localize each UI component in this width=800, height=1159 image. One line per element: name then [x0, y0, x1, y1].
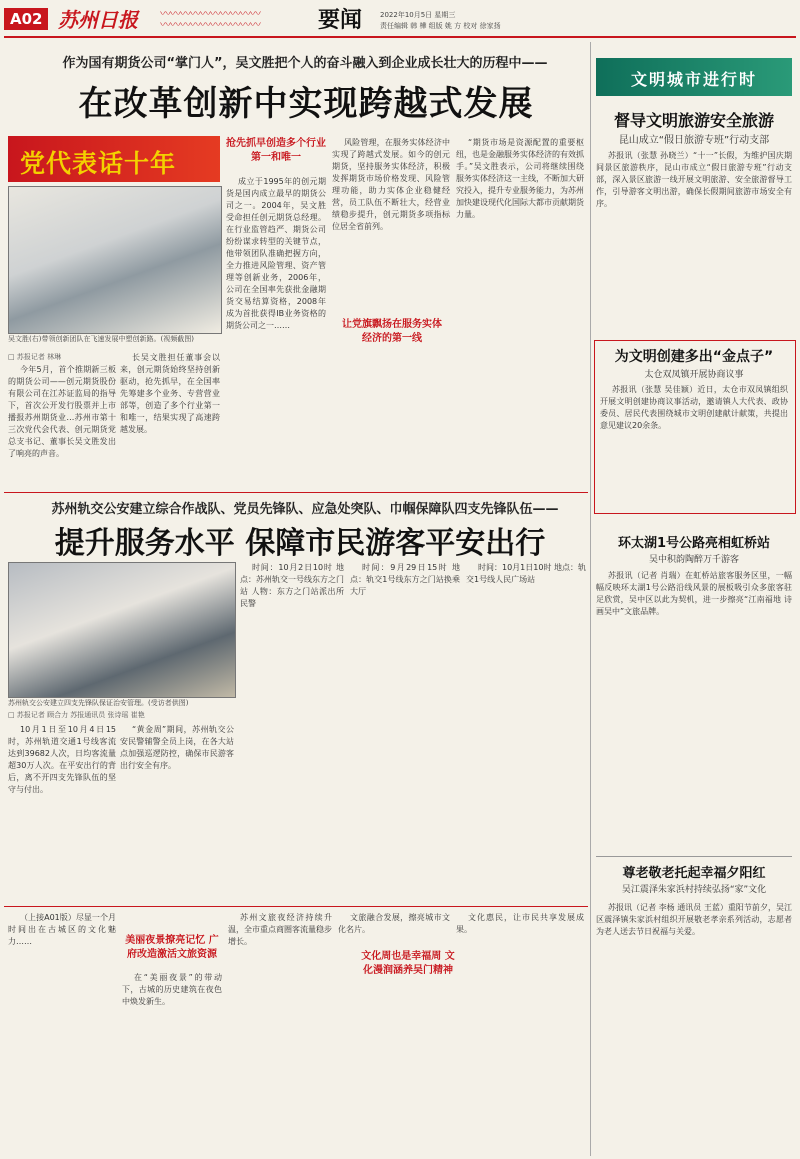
lead-byline: □ 苏报记者 林琳	[8, 353, 62, 361]
right1-subhead: 昆山成立“假日旅游专班”行动支部	[618, 135, 770, 146]
civilization-column-title: 文明城市进行时	[630, 70, 757, 89]
bottom-col3	[228, 912, 332, 1152]
right4-subhead: 吴江震泽朱家浜村持续弘扬“家”文化	[621, 885, 767, 895]
lead-photo-caption: 吴文胜(右)带领创新团队在飞速发展中塑创新路。(视频截图)	[8, 335, 194, 343]
lead-col1-text: 今年5月，首个推期新三板的期货公司——创元期货股份有限公司在江苏证监局的指导下，首次公开发行股票并上市播报苏州期货业…苏州市第十三次党代会代表、创元期货党总支书记、董事长吴文胜发出了响亮的声音。	[8, 365, 116, 458]
right3-body-text: 苏报讯（记者 肖瑞）在虹桥站旅客服务区里，一幅幅反映环太湖1号公路沿线风景的展板吸引众多旅客驻足欣赏，吴中区以此为契机，进一步擦亮“江南福地 诗画吴中”文旅品牌。	[596, 571, 792, 616]
header-date: 2022年10月5日 星期三	[380, 11, 456, 19]
lead2-byline: □ 苏报记者 顾合力 苏报通讯员 张诗瑶 崔艳	[8, 711, 145, 719]
bottom-col1-text: （上接A01版）尽显一个月时间出在古城区的文化魅力……	[8, 913, 116, 946]
right1-headline: 督导文明旅游安全旅游	[613, 111, 774, 130]
lead2-photo-caption: 苏州轨交公安建立四支先锋队保证治安管理。(受访者供图)	[8, 699, 189, 707]
right1-body-text: 苏报讯（张慧 孙晓兰）“十一”长假，为维护国庆期间景区旅游秩序，昆山市成立“假日旅游专班”行动支部，深入景区旅游一线开展文明旅游、安全旅游督导工作，引导游客文明出游，确保长假期间旅游市场安全有序。	[596, 151, 792, 208]
right2-body	[600, 384, 788, 506]
lead-col2-text: 长吴文胜担任董事会以来，创元期货始终坚持创新驱动，抢先抓早，在全国率先筹建多个业务、专营营业部等，创造了多个行业第一和唯一，结果实现了高速跨越发展。	[120, 353, 220, 434]
header-editors: 责任编辑 韩 樺 组版 姚 方 校对 徐家扬	[380, 22, 501, 30]
lead2-byline-text: 苏报记者 顾合力 苏报通讯员 张诗瑶 崔艳	[16, 711, 145, 719]
lead2-col2	[120, 724, 234, 900]
lead2-kicker: 苏州轨交公安建立综合作战队、党员先锋队、应急处突队、巾帼保障队四支先锋队伍——	[51, 502, 559, 517]
right1-body	[596, 150, 792, 328]
lead-col3-text: 成立于1995年的创元期货是国内成立最早的期货公司之一。2004年，吴文胜受命担任创元期货总经理。在行业监管趋严、期货公司纷纷谋求转型的关键节点，他带领团队准确把握方向，全力推进风险管理、资产管理等创新业务，2006年，公司在全国率先获批金融期货交易结算资格，2008年成为首批获得IB业务资格的期货公司之一……	[226, 177, 326, 330]
bottom-col2	[122, 972, 222, 1152]
right3-body	[596, 570, 792, 844]
bottom-col4	[338, 912, 450, 1152]
lead2-col1	[8, 724, 116, 900]
party-rep-banner	[8, 136, 220, 182]
bottom-col3-text: 苏州文旅夜经济持续升温，全市重点商圈客流量稳步增长。	[228, 913, 332, 946]
right2-subhead: 太仓双凤镇开展协商议事	[644, 370, 744, 380]
lead2-col4	[350, 562, 460, 900]
lead2-col5	[466, 562, 586, 900]
lead-headline: 在改革创新中实现跨越式发展	[78, 84, 534, 124]
right4-headline: 尊老敬老托起幸福夕阳红	[622, 866, 766, 881]
lead2-col4-text: 时间：9月29日15时 地点：轨交1号线东方之门站换乘大厅	[350, 563, 460, 596]
lead2-col5-text: 时间：10月1日10时 地点：轨交1号线人民广场站	[466, 563, 586, 584]
lead-col4-text: 风险管理，在服务实体经济中实现了跨越式发展。如今的创元期货，坚持服务实体经济，积极发挥期货市场价格发现、风险管理功能，助力实体企业稳健经营，员工队伍不断壮大，经营业绩稳步提升，创元期货多项指标位居全省前列。	[332, 138, 450, 231]
lead2-col1-text: 10月1日至10月4日15时，苏州轨道交通1号线客流达到39682人次，日均客流量超30万人次。在平安出行的背后，离不开四支先锋队伍的坚守与付出。	[8, 725, 116, 794]
right3-headline: 环太湖1号公路亮相虹桥站	[617, 536, 771, 551]
lead2-col3-text: 时间：10月2日10时 地点：苏州轨交一号线东方之门站 人物：东方之门站派出所民警	[240, 563, 344, 608]
bottom-col2-text: 在“美丽夜景”的带动下，古城的历史建筑在夜色中焕发新生。	[122, 973, 222, 1006]
bottom-col4-text: 文旅融合发展，擦亮城市文化名片。	[338, 913, 450, 934]
lead-photo	[8, 186, 222, 334]
bottom-headline-2: 文化周也是幸福周 文化漫润涵养吴门精神	[361, 951, 455, 976]
lead-col1	[8, 364, 116, 484]
lead-col4	[332, 137, 450, 484]
section-name: 要闻	[318, 7, 363, 33]
lead2-col2-text: “黄金周”期间，苏州轨交公安民警辅警全员上岗，在各大站点加强巡逻防控，确保市民游客出行安全有序。	[120, 725, 234, 770]
civilization-column-banner	[596, 58, 792, 96]
lead-subhead-2: 让党旗飘扬在服务实体经济的第一线	[342, 319, 442, 344]
page-number: A02	[4, 8, 48, 30]
masthead	[0, 0, 800, 40]
right2-body-text: 苏报讯（张慧 吴佳颖）近日，太仓市双凤镇组织开展文明创建协商议事活动，邀请镇人大代表、政协委员、居民代表围绕城市文明创建献计献策，共提出意见建议20余条。	[600, 385, 788, 430]
lead-kicker: 作为国有期货公司“掌门人”，吴文胜把个人的奋斗融入到企业成长壮大的历程中——	[62, 56, 548, 71]
header-wave-decoration: 〰〰〰〰〰〰〰〰〰〰 〰〰〰〰〰〰〰〰〰〰	[160, 8, 260, 30]
party-rep-banner-text: 党代表话十年	[20, 149, 177, 178]
bottom-col1	[8, 912, 116, 1152]
right3-subhead: 吴中积韵陶醉万千游客	[648, 555, 739, 565]
bottom-headline-1: 美丽夜景撩亮记忆 广府改造激活文旅资源	[125, 935, 219, 960]
lead2-col3	[240, 562, 344, 900]
right2-headline: 为文明创建多出“金点子”	[614, 349, 774, 365]
right4-body-text: 苏报讯（记者 李杨 通讯员 王蓝）重阳节前夕，吴江区震泽镇朱家浜村组织开展敬老孝亲系列活动，志愿者为老人送去节日祝福与关爱。	[596, 903, 792, 936]
bottom-col5	[456, 912, 584, 1152]
lead-col2	[120, 352, 220, 484]
lead-col5	[456, 137, 584, 484]
lead-subhead-1: 抢先抓早创造多个行业第一和唯一	[226, 138, 326, 163]
lead-col5-text: “期货市场是资源配置的重要枢纽，也是金融服务实体经济的有效抓手。”吴文胜表示，公司将继续围绕服务实体经济这一主线，不断加大研究投入，提升专业服务能力，为苏州加快建设现代化国际大都市贡献期货力量。	[456, 138, 584, 219]
lead-col3	[226, 176, 326, 484]
lead2-photo	[8, 562, 236, 698]
paper-name: 苏州日报	[58, 8, 138, 32]
lead2-headline: 提升服务水平 保障市民游客平安出行	[54, 526, 546, 561]
right4-body	[596, 902, 792, 1152]
lead-byline-text: 苏报记者 林琳	[16, 353, 62, 361]
bottom-col5-text: 文化惠民，让市民共享发展成果。	[456, 913, 584, 934]
